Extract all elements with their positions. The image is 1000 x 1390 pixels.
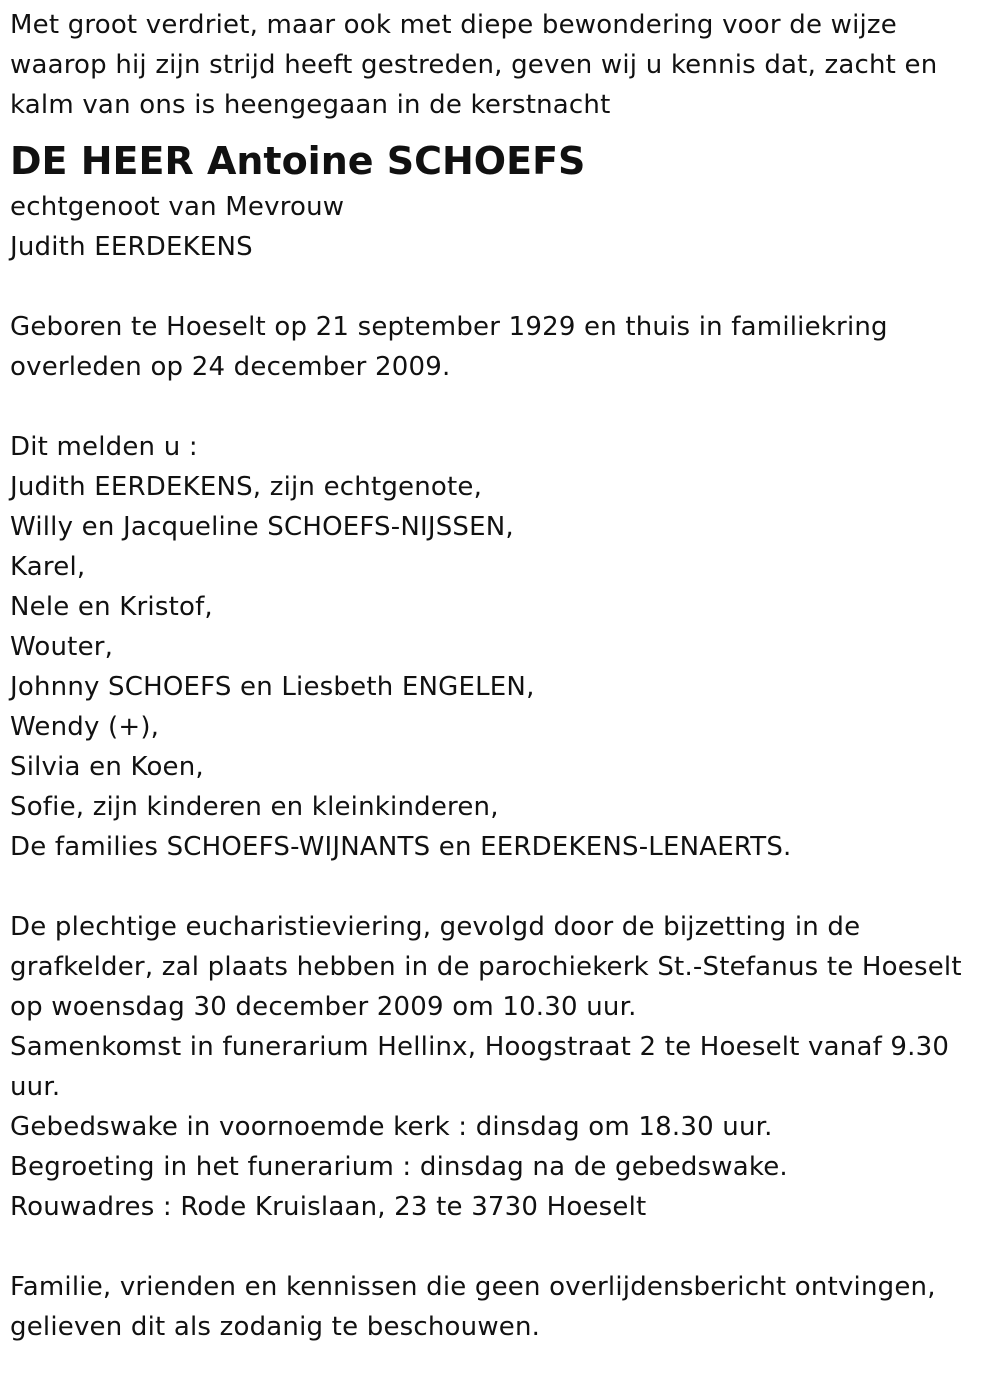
intro-line: kalm van ons is heengegaan in de kerstnacht bbox=[10, 90, 611, 120]
closing-line: gelieven dit als zodanig te beschouwen. bbox=[10, 1312, 541, 1342]
closing-line: Familie, vrienden en kennissen die geen overlijdensbericht ontvingen, bbox=[10, 1272, 936, 1302]
spouse-line: echtgenoot van Mevrouw bbox=[10, 192, 345, 222]
announcer-line: Nele en Kristof, bbox=[10, 592, 213, 622]
ceremony-block bbox=[10, 907, 995, 1227]
announcer-line: Silvia en Koen, bbox=[10, 752, 204, 782]
intro-paragraph bbox=[10, 5, 995, 125]
ceremony-line: uur. bbox=[10, 1072, 61, 1102]
spacer bbox=[10, 387, 995, 427]
announcers-block bbox=[10, 427, 995, 867]
spouse-block bbox=[10, 187, 995, 267]
ceremony-line: grafkelder, zal plaats hebben in de parochiekerk St.-Stefanus te Hoeselt bbox=[10, 952, 962, 982]
closing-paragraph bbox=[10, 1267, 995, 1347]
announcer-line: De families SCHOEFS-WIJNANTS en EERDEKENS-LENAERTS. bbox=[10, 832, 792, 862]
announcer-line: Judith EERDEKENS, zijn echtgenote, bbox=[10, 472, 483, 502]
ceremony-line: Begroeting in het funerarium : dinsdag na de gebedswake. bbox=[10, 1152, 788, 1182]
spouse-line: Judith EERDEKENS bbox=[10, 232, 253, 262]
obituary-document bbox=[10, 5, 995, 1347]
ceremony-line: Rouwadres : Rode Kruislaan, 23 te 3730 Hoeselt bbox=[10, 1192, 647, 1222]
deceased-name-title: DE HEER Antoine SCHOEFS bbox=[10, 139, 586, 183]
announcer-line: Sofie, zijn kinderen en kleinkinderen, bbox=[10, 792, 499, 822]
intro-line: Met groot verdriet, maar ook met diepe bewondering voor de wijze bbox=[10, 10, 897, 40]
spacer bbox=[10, 1227, 995, 1267]
intro-line: waarop hij zijn strijd heeft gestreden, geven wij u kennis dat, zacht en bbox=[10, 50, 938, 80]
spacer bbox=[10, 867, 995, 907]
ceremony-line: Samenkomst in funerarium Hellinx, Hoogstraat 2 te Hoeselt vanaf 9.30 bbox=[10, 1032, 950, 1062]
birth-death-line: overleden op 24 december 2009. bbox=[10, 352, 451, 382]
announcers-heading: Dit melden u : bbox=[10, 432, 198, 462]
spacer bbox=[10, 267, 995, 307]
ceremony-line: op woensdag 30 december 2009 om 10.30 uur. bbox=[10, 992, 637, 1022]
announcer-line: Wendy (+), bbox=[10, 712, 160, 742]
announcer-line: Willy en Jacqueline SCHOEFS-NIJSSEN, bbox=[10, 512, 514, 542]
birth-death-line: Geboren te Hoeselt op 21 september 1929 en thuis in familiekring bbox=[10, 312, 888, 342]
announcer-line: Johnny SCHOEFS en Liesbeth ENGELEN, bbox=[10, 672, 535, 702]
announcer-line: Karel, bbox=[10, 552, 86, 582]
birth-death-paragraph bbox=[10, 307, 995, 387]
ceremony-line: De plechtige eucharistieviering, gevolgd door de bijzetting in de bbox=[10, 912, 861, 942]
announcer-line: Wouter, bbox=[10, 632, 114, 662]
ceremony-line: Gebedswake in voornoemde kerk : dinsdag om 18.30 uur. bbox=[10, 1112, 773, 1142]
